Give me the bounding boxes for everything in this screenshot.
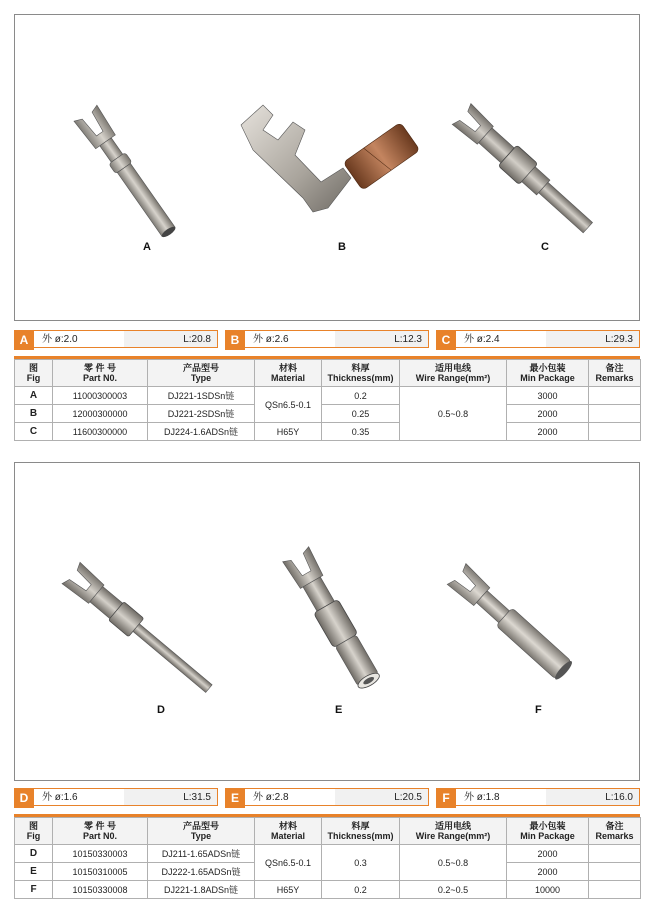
cell-package: 2000 [507,405,589,423]
spec-card-d [14,788,218,808]
col-fig: 图 Fig [15,360,53,387]
cell-remarks [589,423,641,441]
cell-fig: D [15,845,53,863]
outer-diameter: 外 ø:2.0 [34,330,124,348]
col-thickness: 料厚 Thickness(mm) [322,818,400,845]
terminal-f-image [435,543,605,703]
col-wire-range: 适用电线 Wire Range(mm²) [400,818,507,845]
part-label-f: F [535,704,542,716]
col-material: 材料 Material [255,818,322,845]
cell-wire: 0.2~0.5 [400,881,507,899]
outer-diameter: 外 ø:1.6 [34,788,124,806]
outer-diameter: 外 ø:2.6 [245,330,335,348]
terminal-d-image [60,543,240,703]
col-remarks: 备注 Remarks [589,818,641,845]
col-min-package: 最小包装 Min Package [507,360,589,387]
length-value: L:31.5 [124,788,218,806]
cell-wire: 0.5~0.8 [400,387,507,441]
cell-type: DJ222-1.65ADSn链 [148,863,255,881]
table-row [15,845,641,863]
col-material: 材料 Material [255,360,322,387]
cell-fig: F [15,881,53,899]
outer-diameter: 外 ø:2.4 [456,330,546,348]
spec-card-b [225,330,429,350]
part-label-b: B [338,241,346,253]
cell-remarks [589,863,641,881]
spec-badge: D [14,788,34,808]
spec-card-f [436,788,640,808]
spec-badge: C [436,330,456,350]
cell-type: DJ224-1.6ADSn链 [148,423,255,441]
cell-type: DJ221-2SDSn链 [148,405,255,423]
outer-diameter: 外 ø:1.8 [456,788,546,806]
cell-package: 2000 [507,423,589,441]
spec-table-2 [14,817,641,899]
col-part-no: 零 件 号 Part N0. [53,360,148,387]
cell-thickness: 0.25 [322,405,400,423]
terminal-a-image [65,90,215,250]
cell-remarks [589,881,641,899]
cell-part: 10150330008 [53,881,148,899]
cell-package: 10000 [507,881,589,899]
col-min-package: 最小包装 Min Package [507,818,589,845]
part-label-d: D [157,704,165,716]
cell-part: 12000300000 [53,405,148,423]
cell-fig: B [15,405,53,423]
cell-thickness: 0.2 [322,881,400,899]
cell-thickness: 0.2 [322,387,400,405]
cell-remarks [589,845,641,863]
cell-material: QSn6.5-0.1 [255,845,322,881]
col-fig: 图 Fig [15,818,53,845]
length-value: L:12.3 [335,330,429,348]
col-thickness: 料厚 Thickness(mm) [322,360,400,387]
cell-material: H65Y [255,423,322,441]
cell-thickness: 0.35 [322,423,400,441]
cell-part: 10150310005 [53,863,148,881]
cell-remarks [589,387,641,405]
terminal-b-image [233,100,433,230]
cell-part: 11000300003 [53,387,148,405]
spec-row-2 [14,788,640,808]
cell-type: DJ221-1.8ADSn链 [148,881,255,899]
cell-part: 10150330003 [53,845,148,863]
col-type: 产品型号 Type [148,360,255,387]
spec-row-1 [14,330,640,350]
spec-badge: B [225,330,245,350]
photo-panel-1 [14,14,640,321]
table-row [15,423,641,441]
spec-table-1 [14,359,641,441]
terminal-e-image [265,541,415,706]
col-remarks: 备注 Remarks [589,360,641,387]
cell-material: QSn6.5-0.1 [255,387,322,423]
cell-package: 2000 [507,863,589,881]
spec-badge: F [436,788,456,808]
spec-card-a [14,330,218,350]
cell-type: DJ211-1.65ADSn链 [148,845,255,863]
part-label-c: C [541,241,549,253]
cell-fig: C [15,423,53,441]
table-row [15,881,641,899]
length-value: L:20.8 [124,330,218,348]
spec-card-e [225,788,429,808]
col-part-no: 零 件 号 Part N0. [53,818,148,845]
cell-fig: E [15,863,53,881]
length-value: L:29.3 [546,330,640,348]
cell-thickness: 0.3 [322,845,400,881]
part-label-a: A [143,241,151,253]
col-wire-range: 适用电线 Wire Range(mm²) [400,360,507,387]
cell-remarks [589,405,641,423]
part-label-e: E [335,704,343,716]
table-header-row [15,360,641,387]
table-row [15,387,641,405]
cell-package: 2000 [507,845,589,863]
length-value: L:20.5 [335,788,429,806]
cell-package: 3000 [507,387,589,405]
spec-badge: E [225,788,245,808]
terminal-c-image [445,83,615,243]
cell-type: DJ221-1SDSn链 [148,387,255,405]
cell-fig: A [15,387,53,405]
cell-wire: 0.5~0.8 [400,845,507,881]
spec-card-c [436,330,640,350]
cell-material: H65Y [255,881,322,899]
col-type: 产品型号 Type [148,818,255,845]
outer-diameter: 外 ø:2.8 [245,788,335,806]
photo-panel-2 [14,462,640,781]
table-row [15,405,641,423]
length-value: L:16.0 [546,788,640,806]
spec-badge: A [14,330,34,350]
cell-part: 11600300000 [53,423,148,441]
table-header-row [15,818,641,845]
